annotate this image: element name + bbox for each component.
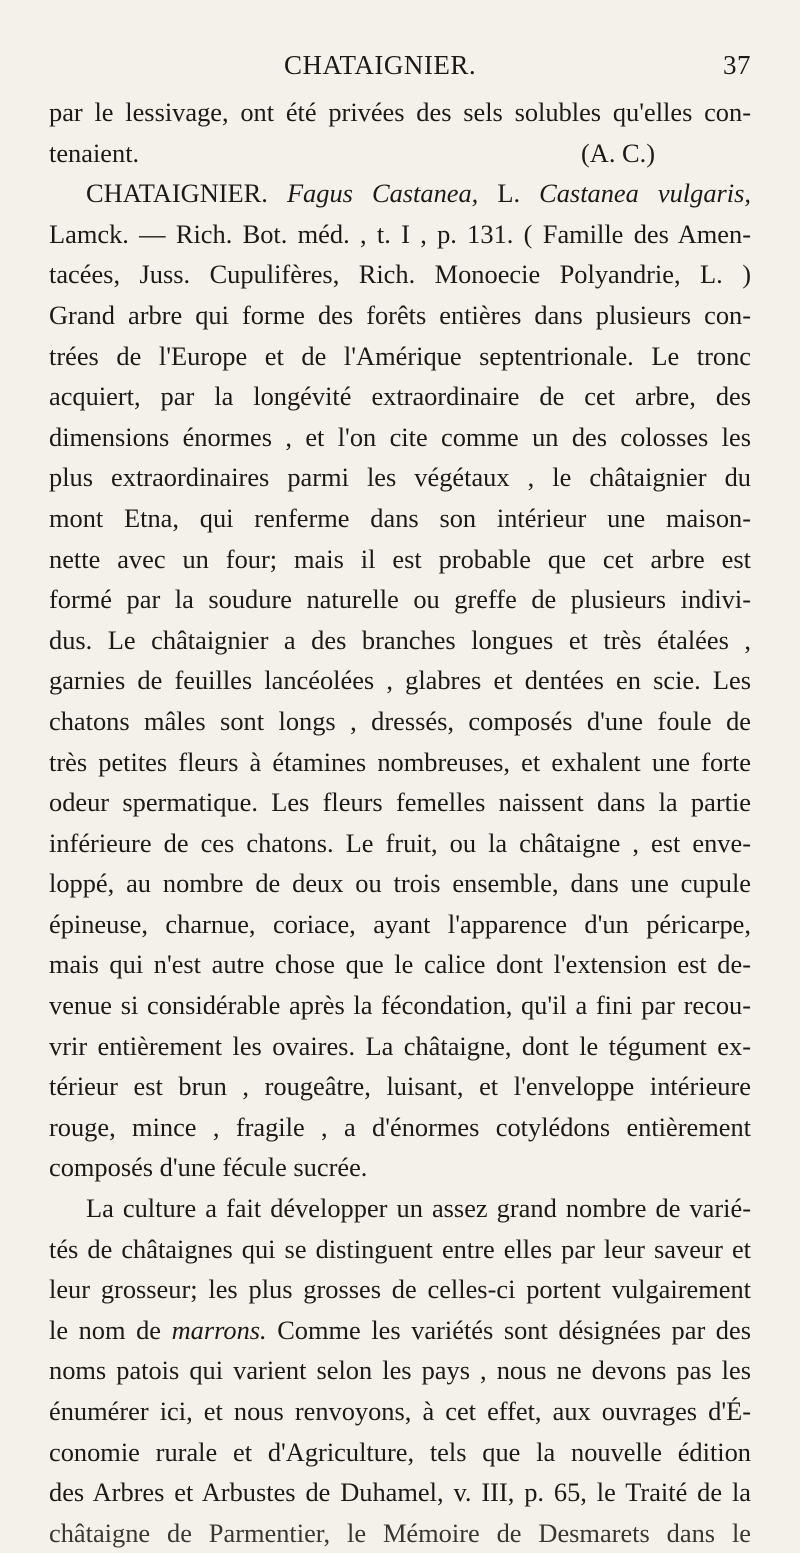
text-line: dus. Le châtaignier a des branches longues et très étalées ,	[49, 624, 751, 655]
text-line: inférieure de ces chatons. Le fruit, ou la châtaigne , est enve-	[49, 827, 751, 858]
text-line: mont Etna, qui renferme dans son intérieur une maison-	[49, 502, 751, 533]
text-line: odeur spermatique. Les fleurs femelles naissent dans la partie	[49, 787, 751, 818]
text-line: mais qui n'est autre chose que le calice dont l'extension est de-	[49, 949, 751, 980]
text-line: des Arbres et Arbustes de Duhamel, v. III, p. 65, le Traité de la	[49, 1477, 751, 1508]
text-line: conomie rurale et d'Agriculture, tels que la nouvelle édition	[49, 1436, 751, 1467]
text-line: acquiert, par la longévité extraordinaire de cet arbre, des	[49, 381, 751, 412]
text-line: chatons mâles sont longs , dressés, composés d'une foule de	[49, 705, 751, 736]
text-line: composés d'une fécule sucrée.	[49, 1152, 368, 1183]
book-page	[0, 50, 800, 1548]
text-line: châtaigne de Parmentier, le Mémoire de Desmarets dans le	[49, 1517, 751, 1548]
text-line: très petites fleurs à étamines nombreuses, et exhalent une forte	[49, 746, 751, 777]
text-line: rouge, mince , fragile , a d'énormes cotylédons entièrement	[49, 1111, 751, 1142]
latin-name: Fagus Castanea,	[286, 178, 479, 209]
entry-heading-line	[49, 173, 751, 214]
text-line: loppé, au nombre de deux ou trois ensemble, dans une cupule	[49, 868, 751, 899]
body-text	[49, 92, 751, 1553]
author-signature: (A. C.)	[580, 137, 655, 168]
text-fragment: le nom de	[49, 1314, 161, 1345]
text-line: formé par la soudure naturelle ou greffe de plusieurs indivi-	[49, 584, 751, 615]
text-line: nette avec un four; mais il est probable que cet arbre est	[49, 543, 751, 574]
text-line: Grand arbre qui forme des forêts entières dans plusieurs con-	[49, 299, 751, 330]
text-line: plus extraordinaires parmi les végétaux , le châtaignier du	[49, 462, 751, 493]
text-line: venue si considérable après la fécondation, qu'il a fini par recou-	[49, 990, 751, 1021]
latin-name: Castanea vulgaris,	[539, 178, 751, 209]
running-title: CHATAIGNIER.	[284, 50, 477, 80]
running-header	[49, 50, 751, 90]
text-fragment: L.	[497, 178, 521, 209]
text-line: Lamck. — Rich. Bot. méd. , t. I , p. 131. ( Famille des Amen-	[49, 218, 751, 249]
text-line: dimensions énormes , et l'on cite comme un des colosses les	[49, 421, 751, 452]
text-line: épineuse, charnue, coriace, ayant l'apparence d'un péricarpe,	[49, 908, 751, 939]
text-line: garnies de feuilles lancéolées , glabres et dentées en scie. Les	[49, 665, 751, 696]
page-number: 37	[723, 50, 751, 80]
text-line: tés de châtaignes qui se distinguent entre elles par leur saveur et	[49, 1233, 751, 1264]
text-line: leur grosseur; les plus grosses de celles-ci portent vulgairement	[49, 1274, 751, 1305]
text-line: énumérer ici, et nous renvoyons, à cet effet, aux ouvrages d'É-	[49, 1396, 751, 1426]
entry-title: CHATAIGNIER.	[86, 178, 268, 209]
italic-term: marrons.	[171, 1314, 267, 1345]
text-line: par le lessivage, ont été privées des sels solubles qu'elles con-	[49, 97, 751, 127]
text-line	[49, 1310, 751, 1351]
text-fragment: Comme les variétés sont désignées par des	[277, 1314, 751, 1345]
text-fragment: tenaient.	[49, 137, 140, 168]
text-line: vrir entièrement les ovaires. La châtaigne, dont le tégument ex-	[49, 1030, 751, 1061]
text-line: tacées, Juss. Cupulifères, Rich. Monoecie Polyandrie, L. )	[49, 259, 751, 290]
text-line: térieur est brun , rougeâtre, luisant, et l'enveloppe intérieure	[49, 1071, 751, 1102]
text-line: trées de l'Europe et de l'Amérique septentrionale. Le tronc	[49, 340, 751, 371]
text-line: La culture a fait développer un assez grand nombre de varié-	[86, 1193, 751, 1224]
text-line	[49, 133, 751, 174]
text-line: noms patois qui varient selon les pays , nous ne devons pas les	[49, 1355, 751, 1386]
